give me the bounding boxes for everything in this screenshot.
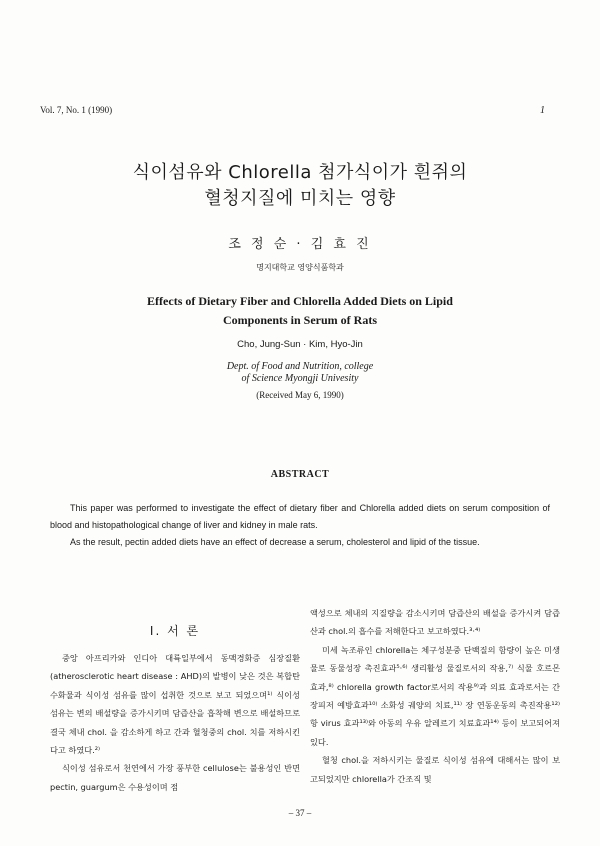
intro-left-paragraph-1: 중앙 아프리카와 인디아 대륙일부에서 동맥경화증 심장질환(atherosclerotic heart disease : AHD)의 발병이 낮은 것은 복합탄수화물과 식이성 섬유를 많이 섭취한 것으로 보고 되었으며¹⁾ 식이성 섬유는 변의 배설량을 증가시키며 담즙산을 흡착해 변으로 배설하므로 결국 체내 chol. 을 감소하게 하고 간과 혈청중의 chol. 치를 저하시킨다고 하였다.²⁾ <box>50 653 300 756</box>
right-column <box>310 604 560 788</box>
abstract-paragraph-1: This paper was performed to investigate the effect of dietary fiber and Chlorella added diets on serum composition of blood and histopathological change of liver and kidney in male rats. <box>50 503 550 530</box>
department-line-1: Dept. of Food and Nutrition, college <box>226 361 374 372</box>
section-heading-introduction: I. 서 론 <box>149 624 201 638</box>
left-column <box>50 649 300 796</box>
abstract-body <box>50 500 550 551</box>
department-line-2: of Science Myongji Univesity <box>241 373 359 384</box>
page-folio: – 37 – <box>288 808 312 818</box>
intro-right-paragraph-2: 미세 녹조류인 chlorella는 체구성분중 단백질의 함량이 높은 미생물로 동물성장 촉진효과⁵·⁶⁾ 생리활성 물질로서의 작용,⁷⁾ 식물 호르몬효과,⁸⁾ chlorella growth factor로서의 작용⁹⁾과 의료 효과로서는 간장피저 예방효과¹⁰⁾ 소화성 궤양의 치료,¹¹⁾ 장 연동운동의 촉진작용¹²⁾ 항 virus 효과¹³⁾와 아동의 우유 알레르기 치료효과¹⁴⁾ 등이 보고되어져 있다. <box>310 644 560 747</box>
intro-right-paragraph-3: 혈청 chol.을 저하시키는 물질로 식이성 섬유에 대해서는 많이 보고되었지만 chlorella가 간조직 및 <box>310 755 560 784</box>
korean-title-line-2: 혈청지질에 미치는 영향 <box>204 188 396 209</box>
korean-title-line-1: 식이섬유와 Chlorella 첨가식이가 흰쥐의 <box>132 162 468 183</box>
english-title-line-1: Effects of Dietary Fiber and Chlorella Added Diets on Lipid <box>147 294 453 308</box>
english-authors: Cho, Jung-Sun · Kim, Hyo-Jin <box>237 339 363 350</box>
received-date: (Received May 6, 1990) <box>256 390 344 400</box>
intro-right-paragraph-1: 액성으로 체내의 지질량을 감소시키며 담즙산의 배설을 증가시켜 담즙산과 chol.의 흡수를 저해한다고 보고하였다.³·⁴⁾ <box>310 608 560 637</box>
intro-left-paragraph-2: 식이성 섬유로서 천연에서 가장 풍부한 cellulose는 불용성인 반면 pectin, guargum은 수용성이며 점 <box>50 763 300 792</box>
abstract-heading: ABSTRACT <box>270 469 330 480</box>
journal-volume: Vol. 7, No. 1 (1990) <box>40 105 113 115</box>
abstract-paragraph-2: As the result, pectin added diets have an effect of decrease a serum, cholesterol and lipid of the tissue. <box>70 537 480 547</box>
page-number: 1 <box>540 105 545 116</box>
korean-authors: 조 정 순 · 김 효 진 <box>228 237 372 252</box>
korean-affiliation: 명지대학교 영양식품학과 <box>256 263 344 272</box>
english-title-line-2: Components in Serum of Rats <box>222 313 377 327</box>
